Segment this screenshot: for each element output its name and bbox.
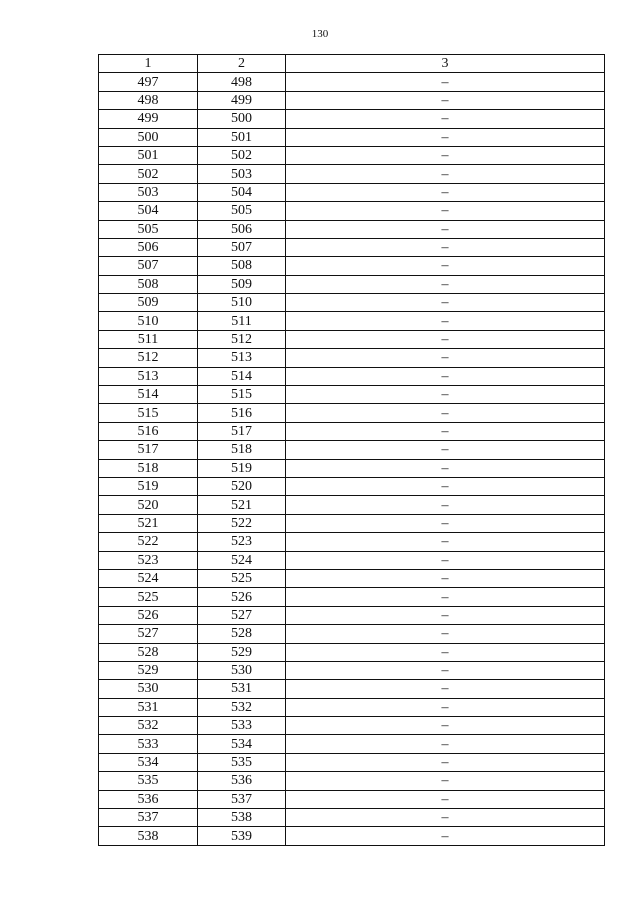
table-cell-col1: 530 (99, 680, 198, 698)
table-cell-col2: 523 (198, 533, 286, 551)
table-cell-col3: – (286, 441, 605, 459)
table-row (99, 312, 605, 330)
table-row (99, 735, 605, 753)
table-cell-col1: 535 (99, 772, 198, 790)
table-row (99, 165, 605, 183)
table-cell-col3: – (286, 772, 605, 790)
table-cell-col2: 530 (198, 661, 286, 679)
table-cell-col1: 529 (99, 661, 198, 679)
table-cell-col2: 503 (198, 165, 286, 183)
table-cell-col1: 508 (99, 275, 198, 293)
table-row (99, 73, 605, 91)
table-cell-col3: – (286, 680, 605, 698)
table-cell-col2: 535 (198, 753, 286, 771)
table-cell-col2: 526 (198, 588, 286, 606)
table-row (99, 367, 605, 385)
table-cell-col1: 509 (99, 294, 198, 312)
table-cell-col3: – (286, 312, 605, 330)
table-cell-col2: 506 (198, 220, 286, 238)
table-cell-col1: 534 (99, 753, 198, 771)
table-cell-col3: – (286, 643, 605, 661)
table-cell-col1: 516 (99, 422, 198, 440)
table-row (99, 753, 605, 771)
table-cell-col3: – (286, 202, 605, 220)
table-cell-col2: 514 (198, 367, 286, 385)
table-cell-col3: – (286, 220, 605, 238)
table-cell-col1: 524 (99, 569, 198, 587)
table-cell-col3: – (286, 73, 605, 91)
table-cell-col3: – (286, 809, 605, 827)
table-cell-col2: 516 (198, 404, 286, 422)
table-row (99, 459, 605, 477)
table-cell-col2: 499 (198, 91, 286, 109)
table-cell-col2: 510 (198, 294, 286, 312)
table-cell-col1: 498 (99, 91, 198, 109)
table-cell-col3: – (286, 496, 605, 514)
table-cell-col2: 500 (198, 110, 286, 128)
table-cell-col3: – (286, 91, 605, 109)
table-cell-col1: 523 (99, 551, 198, 569)
table-row (99, 514, 605, 532)
table-cell-col1: 531 (99, 698, 198, 716)
table-cell-col3: – (286, 404, 605, 422)
table-row (99, 790, 605, 808)
table-cell-col1: 522 (99, 533, 198, 551)
table-cell-col2: 519 (198, 459, 286, 477)
table-cell-col1: 499 (99, 110, 198, 128)
table-row (99, 238, 605, 256)
table-cell-col2: 537 (198, 790, 286, 808)
table-cell-col2: 504 (198, 183, 286, 201)
table-row (99, 441, 605, 459)
table-cell-col3: – (286, 275, 605, 293)
table-row (99, 128, 605, 146)
table-cell-col2: 524 (198, 551, 286, 569)
table-row (99, 698, 605, 716)
table-cell-col3: – (286, 606, 605, 624)
table-cell-col3: – (286, 827, 605, 845)
table-row (99, 110, 605, 128)
table-cell-col2: 512 (198, 330, 286, 348)
table-cell-col1: 514 (99, 386, 198, 404)
table-cell-col1: 533 (99, 735, 198, 753)
table-cell-col3: – (286, 422, 605, 440)
table-cell-col3: – (286, 294, 605, 312)
table-cell-col1: 511 (99, 330, 198, 348)
table-row (99, 588, 605, 606)
table-cell-col3: – (286, 165, 605, 183)
table-row (99, 680, 605, 698)
table-cell-col3: – (286, 183, 605, 201)
table-row (99, 533, 605, 551)
table-cell-col3: – (286, 717, 605, 735)
column-header-3: 3 (286, 55, 605, 73)
table-cell-col2: 529 (198, 643, 286, 661)
table-row (99, 625, 605, 643)
table-cell-col1: 500 (99, 128, 198, 146)
table-cell-col1: 536 (99, 790, 198, 808)
table-cell-col2: 531 (198, 680, 286, 698)
table-cell-col1: 537 (99, 809, 198, 827)
table-cell-col2: 509 (198, 275, 286, 293)
table-cell-col2: 522 (198, 514, 286, 532)
table-cell-col3: – (286, 146, 605, 164)
table-cell-col2: 508 (198, 257, 286, 275)
table-cell-col3: – (286, 257, 605, 275)
table-cell-col2: 538 (198, 809, 286, 827)
table-header-row (99, 55, 605, 73)
table-row (99, 202, 605, 220)
table-row (99, 349, 605, 367)
table-cell-col2: 528 (198, 625, 286, 643)
table-cell-col1: 510 (99, 312, 198, 330)
table-cell-col3: – (286, 753, 605, 771)
table-cell-col2: 518 (198, 441, 286, 459)
table-row (99, 643, 605, 661)
table-cell-col1: 503 (99, 183, 198, 201)
table-cell-col2: 534 (198, 735, 286, 753)
table-cell-col3: – (286, 588, 605, 606)
table-cell-col2: 517 (198, 422, 286, 440)
table-cell-col2: 521 (198, 496, 286, 514)
table-cell-col3: – (286, 459, 605, 477)
table-cell-col2: 511 (198, 312, 286, 330)
table-cell-col3: – (286, 330, 605, 348)
table-cell-col3: – (286, 551, 605, 569)
table-cell-col3: – (286, 349, 605, 367)
column-header-1: 1 (99, 55, 198, 73)
table-row (99, 422, 605, 440)
table-cell-col3: – (286, 238, 605, 256)
table-row (99, 386, 605, 404)
table-row (99, 257, 605, 275)
table-cell-col1: 525 (99, 588, 198, 606)
table-cell-col2: 498 (198, 73, 286, 91)
table-cell-col2: 507 (198, 238, 286, 256)
table-cell-col1: 518 (99, 459, 198, 477)
table-cell-col1: 507 (99, 257, 198, 275)
table-cell-col3: – (286, 367, 605, 385)
table-body (99, 73, 605, 845)
table-cell-col2: 525 (198, 569, 286, 587)
table-cell-col2: 505 (198, 202, 286, 220)
table-cell-col2: 502 (198, 146, 286, 164)
table-cell-col1: 506 (99, 238, 198, 256)
table-cell-col1: 519 (99, 477, 198, 495)
table-cell-col2: 536 (198, 772, 286, 790)
table-cell-col3: – (286, 514, 605, 532)
table-cell-col1: 526 (99, 606, 198, 624)
table-row (99, 569, 605, 587)
table-cell-col3: – (286, 569, 605, 587)
table-cell-col3: – (286, 128, 605, 146)
table-row (99, 809, 605, 827)
table-row (99, 294, 605, 312)
table-row (99, 606, 605, 624)
table-cell-col1: 504 (99, 202, 198, 220)
table-cell-col1: 502 (99, 165, 198, 183)
table-cell-col1: 538 (99, 827, 198, 845)
table-cell-col1: 497 (99, 73, 198, 91)
table-cell-col1: 532 (99, 717, 198, 735)
table-row (99, 661, 605, 679)
table-row (99, 772, 605, 790)
table-cell-col2: 527 (198, 606, 286, 624)
page-number: 130 (311, 28, 329, 40)
table-cell-col2: 520 (198, 477, 286, 495)
table-cell-col3: – (286, 735, 605, 753)
column-header-2: 2 (198, 55, 286, 73)
table-cell-col2: 532 (198, 698, 286, 716)
table-row (99, 146, 605, 164)
table-row (99, 220, 605, 238)
table-row (99, 827, 605, 845)
table-row (99, 717, 605, 735)
table-cell-col3: – (286, 790, 605, 808)
table-cell-col3: – (286, 661, 605, 679)
table-cell-col1: 517 (99, 441, 198, 459)
table-cell-col3: – (286, 386, 605, 404)
table-cell-col2: 513 (198, 349, 286, 367)
table-row (99, 551, 605, 569)
table-cell-col2: 515 (198, 386, 286, 404)
table-cell-col1: 513 (99, 367, 198, 385)
table-cell-col3: – (286, 625, 605, 643)
table-row (99, 275, 605, 293)
table-cell-col1: 515 (99, 404, 198, 422)
table-row (99, 91, 605, 109)
table-row (99, 404, 605, 422)
table-cell-col2: 501 (198, 128, 286, 146)
table-cell-col1: 505 (99, 220, 198, 238)
data-table (98, 54, 605, 846)
table-row (99, 477, 605, 495)
table-cell-col3: – (286, 477, 605, 495)
table-cell-col3: – (286, 110, 605, 128)
table-cell-col1: 528 (99, 643, 198, 661)
table-cell-col1: 521 (99, 514, 198, 532)
table-cell-col1: 512 (99, 349, 198, 367)
table-cell-col1: 501 (99, 146, 198, 164)
table-cell-col2: 539 (198, 827, 286, 845)
table-row (99, 330, 605, 348)
table-cell-col1: 520 (99, 496, 198, 514)
table-cell-col2: 533 (198, 717, 286, 735)
table-cell-col3: – (286, 533, 605, 551)
table-row (99, 183, 605, 201)
table-cell-col3: – (286, 698, 605, 716)
table-row (99, 496, 605, 514)
table-cell-col1: 527 (99, 625, 198, 643)
